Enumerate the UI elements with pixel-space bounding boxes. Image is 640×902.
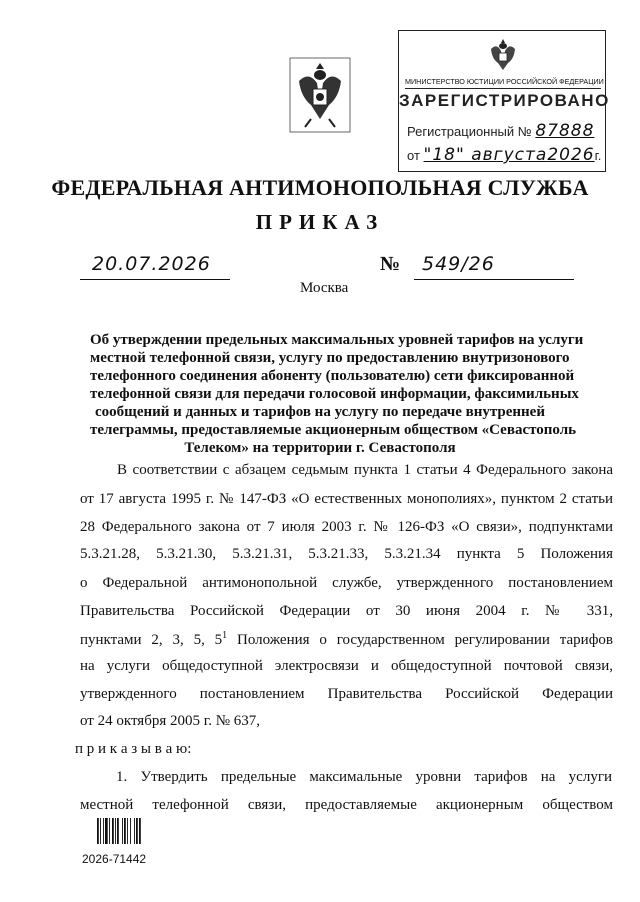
stamp-year-hand: 2026 (547, 145, 595, 165)
order-date: 20.07.2026 (92, 253, 211, 275)
body-line: утвержденного постановлением Правительства Российской Федерации (80, 686, 613, 702)
coat-of-arms-icon (289, 57, 351, 133)
number-sign: № (380, 253, 401, 275)
stamp-reg-label: Регистрационный № (407, 124, 532, 139)
document-type: ПРИКАЗ (255, 210, 385, 234)
stamp-emblem-icon (487, 37, 519, 73)
order-number: 549/26 (422, 253, 495, 275)
stamp-reg-number: 87888 (535, 121, 595, 141)
body-line: на услуги общедоступной электросвязи и общедоступной почтовой связи, (80, 658, 613, 674)
sup-mark: 1 (222, 630, 228, 641)
stamp-date-hand: "18" августа (423, 145, 548, 165)
body-line: о Федеральной антимонопольной службе, утвержденного постановлением (80, 575, 613, 591)
title-line: сообщений и данных и тарифов на услугу по передаче внутренней (95, 404, 545, 420)
stamp-year-suffix: г. (594, 148, 602, 163)
stamp-ministry: МИНИСТЕРСТВО ЮСТИЦИИ РОССИЙСКОЙ ФЕДЕРАЦИИ (405, 77, 601, 89)
body-line: Правительства Российской Федерации от 30 июня 2004 г. № 331, (80, 603, 613, 619)
order-directive: п р и к а з ы в а ю: (75, 741, 192, 757)
body-line: 28 Федерального закона от 7 июля 2003 г. № 126-ФЗ «О связи», подпунктами (80, 519, 613, 535)
barcode-icon (97, 818, 155, 844)
registration-stamp (398, 30, 610, 172)
sup-after: Положения о государственном регулировании тарифов (227, 632, 613, 648)
order-date-field (80, 253, 230, 280)
title-line: телефонной связи для передачи голосовой информации, факсимильных (90, 386, 579, 402)
body-line: 5.3.21.28, 5.3.21.30, 5.3.21.31, 5.3.21.33, 5.3.21.34 пункта 5 Положения (80, 546, 613, 562)
title-line: Телеком» на территории г. Севастополя (184, 440, 456, 456)
order-number-field (414, 253, 574, 280)
agency-name: ФЕДЕРАЛЬНАЯ АНТИМОНОПОЛЬНАЯ СЛУЖБА (51, 175, 589, 200)
title-line: телефонного соединения абоненту (пользователю) сети фиксированной (90, 368, 575, 384)
title-line: местной телефонной связи, услугу по предоставлению внутризонового (90, 350, 570, 366)
stamp-registered: ЗАРЕГИСТРИРОВАНО (399, 91, 610, 110)
body-line: В соответствии с абзацем седьмым пункта 1 статьи 4 Федерального закона (117, 462, 613, 478)
body-line: от 24 октября 2005 г. № 637, (80, 713, 261, 729)
body-line-sup (80, 630, 613, 650)
body-line: местной телефонной связи, предоставляемые акционерным обществом (80, 797, 613, 813)
body-line: 1. Утвердить предельные максимальные уровни тарифов на услуги (116, 769, 612, 785)
barcode-number: 2026-71442 (82, 852, 147, 866)
title-line: Об утверждении предельных максимальных уровней тарифов на услуги (90, 332, 584, 348)
order-title (90, 331, 584, 457)
sup-before: пунктами 2, 3, 5, 5 (80, 632, 223, 648)
stamp-date-row (407, 145, 601, 165)
stamp-date-prefix: от (407, 148, 420, 163)
city: Москва (300, 280, 349, 296)
title-line: телеграммы, предоставляемые акционерным обществом «Севастополь (90, 422, 577, 438)
body-line: от 17 августа 1995 г. № 147-ФЗ «О естественных монополиях», пунктом 2 статьи (80, 491, 613, 507)
stamp-reg-row (407, 121, 594, 141)
